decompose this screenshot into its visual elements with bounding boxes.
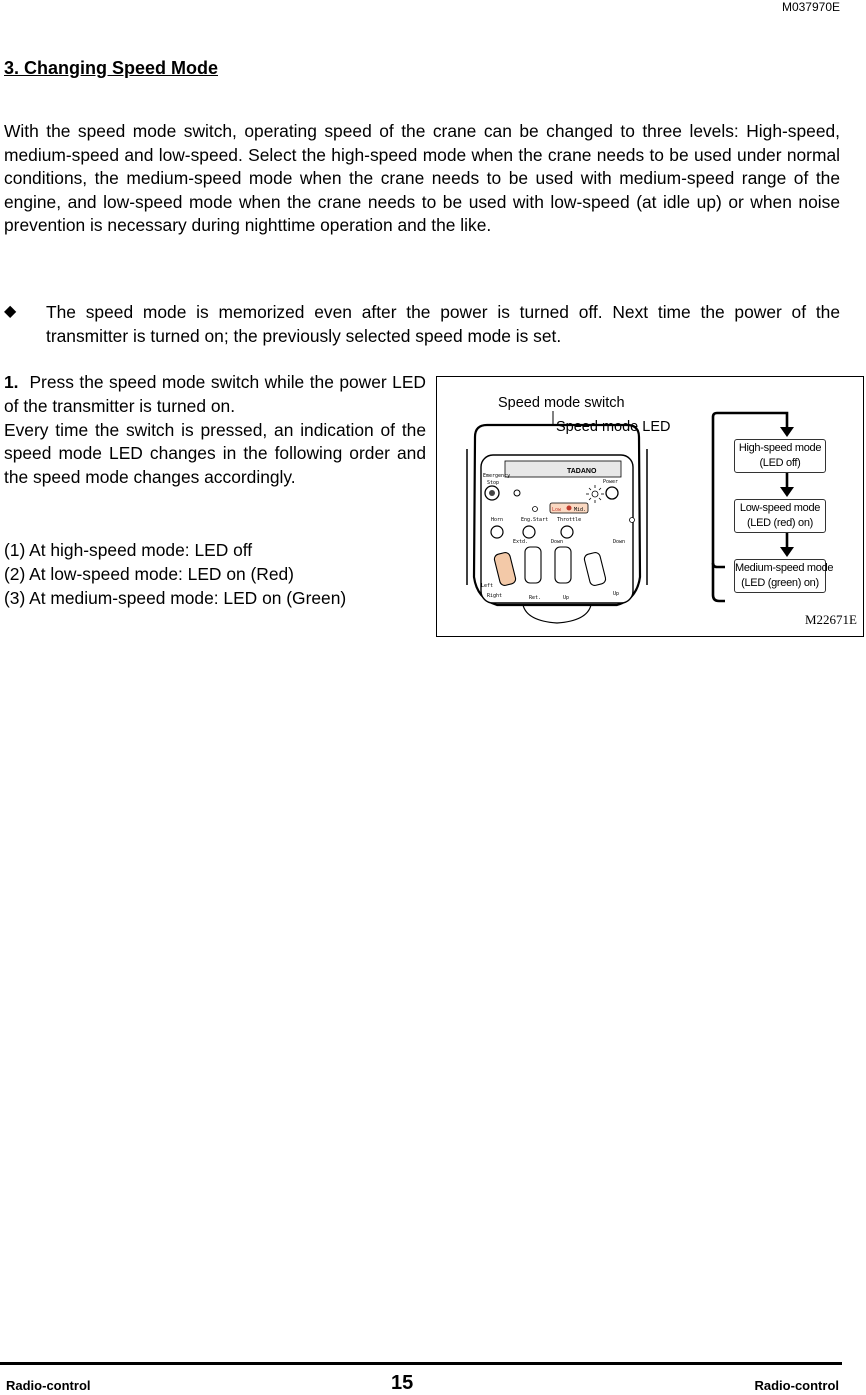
footer-left-label: Radio-control — [6, 1378, 91, 1393]
speed-mode-switch-label: Speed mode switch — [498, 395, 625, 411]
figure-code: M22671E — [805, 612, 857, 627]
power-text: Power — [603, 479, 619, 485]
brand-strip — [505, 461, 621, 477]
mode-title: High-speed mode — [738, 442, 822, 454]
high-speed-mode-box — [734, 439, 826, 473]
footer-divider — [0, 1362, 842, 1365]
list-item: (1) At high-speed mode: LED off — [4, 540, 253, 560]
indicator-dot — [514, 490, 520, 496]
diamond-bullet-icon: ◆ — [4, 303, 17, 320]
transmitter-strap — [523, 605, 591, 623]
step-1-text: Press the speed mode switch while the power LED of the transmitter is turned on. — [4, 372, 426, 416]
section-title: 3. Changing Speed Mode — [4, 58, 219, 78]
throttle-button — [561, 526, 573, 538]
cycle-return-line — [713, 413, 787, 567]
power-button — [606, 487, 618, 499]
eng-start-text: Eng.Start — [521, 517, 549, 523]
horn-text: Horn — [491, 517, 504, 523]
mode-title: Medium-speed mode — [735, 562, 834, 574]
down-text: Down — [551, 539, 564, 545]
low-text: Low — [552, 507, 562, 513]
right-text: Right — [487, 593, 503, 599]
throttle-text: Throttle — [557, 517, 582, 523]
cycle-bottom-line — [713, 563, 725, 601]
lever-boom — [555, 547, 571, 583]
list-item: (2) At low-speed mode: LED on (Red) — [4, 563, 294, 584]
eng-start-button — [523, 526, 535, 538]
emergency-text: Emergency — [483, 473, 511, 479]
mode-list — [4, 539, 346, 610]
stop-text: Stop — [487, 480, 500, 486]
page-number: 15 — [391, 1372, 414, 1394]
medium-speed-mode-box — [734, 559, 834, 593]
emergency-stop-core — [489, 490, 495, 496]
note-text: The speed mode is memorized even after the power is turned off. Next time the power of the transmitter is turned on; the previously selected speed mode is set. — [46, 302, 840, 346]
mode-led-state: (LED off) — [759, 457, 801, 469]
mode-title: Low-speed mode — [739, 502, 821, 514]
list-item: (3) At medium-speed mode: LED on (Green) — [4, 587, 347, 608]
down-text-2: Down — [613, 539, 626, 545]
step-number: 1. — [4, 372, 19, 392]
note — [4, 300, 840, 348]
document-id: M037970E — [781, 0, 840, 14]
step-1-detail: Every time the switch is pressed, an indication of the speed mode LED changes in the following order and the speed mode changes accordingly. — [4, 419, 426, 488]
speed-mode-led — [567, 506, 572, 511]
indicator-dot — [533, 507, 538, 512]
arrow-down-icon — [780, 547, 794, 557]
footer-right-label: Radio-control — [754, 1378, 839, 1393]
speed-mode-figure — [436, 376, 864, 637]
brand-text: TADANO — [567, 468, 597, 475]
up-text: Up — [563, 595, 570, 601]
extd-text: Extd. — [513, 539, 529, 545]
mode-led-state: (LED (green) on) — [741, 577, 819, 589]
horn-button — [491, 526, 503, 538]
speed-mode-led-label: Speed mode LED — [556, 419, 671, 435]
mid-text: Mid. — [574, 507, 587, 513]
ret-text: Ret. — [529, 595, 542, 601]
step-1 — [4, 371, 426, 490]
lever-telescope — [525, 547, 541, 583]
arrow-down-icon — [780, 487, 794, 497]
intro-paragraph: With the speed mode switch, operating speed of the crane can be changed to three levels: High-speed, medium-speed and low-speed. Select the high-speed mode when the crane needs to be used under normal conditions, the medium-speed mode when the crane needs to be used with medium-speed range of the engine, and low-speed mode when the crane needs to be used with low-speed (at idle up) or when noise prevention is necessary during nighttime operation and the like. — [4, 121, 840, 236]
indicator-dot — [630, 518, 635, 523]
left-text: Left — [481, 583, 494, 589]
step-1-instruction — [4, 371, 426, 419]
up-text-2: Up — [613, 591, 620, 597]
arrow-down-icon — [780, 427, 794, 437]
mode-led-state: (LED (red) on) — [746, 517, 814, 529]
low-speed-mode-box — [734, 499, 826, 533]
